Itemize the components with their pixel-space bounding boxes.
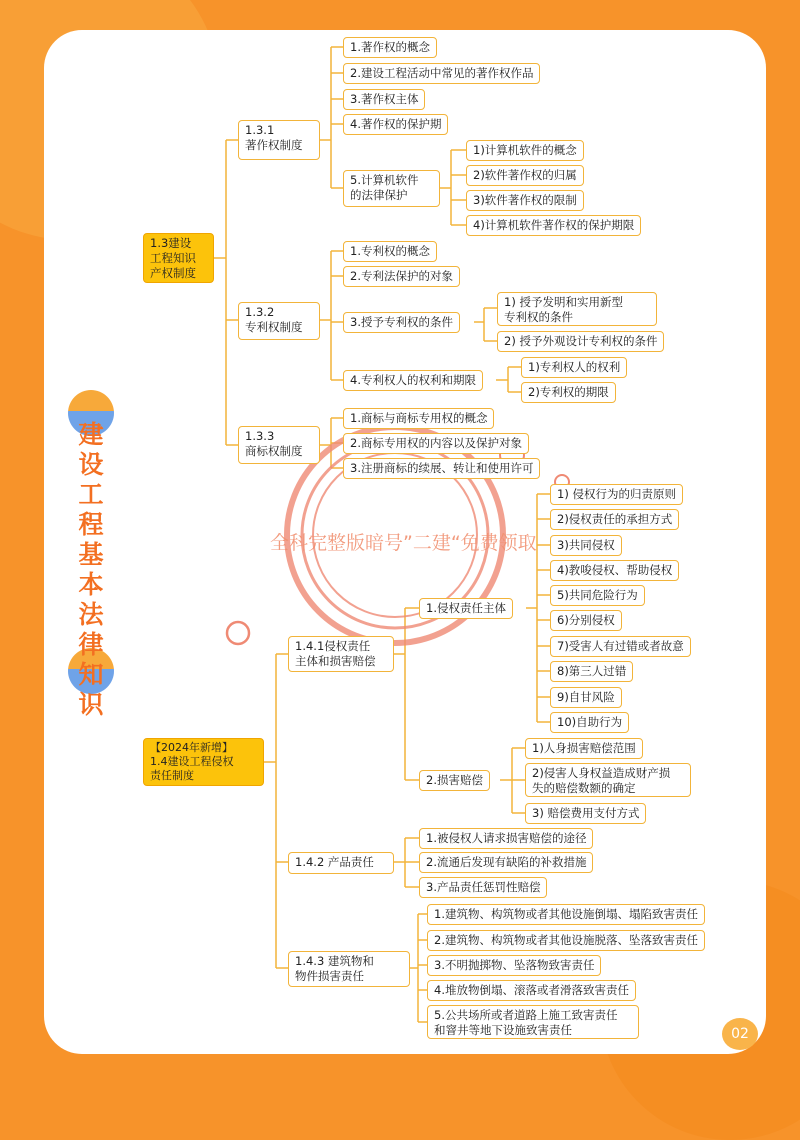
node-1-4[interactable]: 【2024年新增】 1.4建设工程侵权 责任制度 (143, 738, 264, 786)
node-1-3-1-2[interactable]: 2.建设工程活动中常见的著作权作品 (343, 63, 540, 84)
g1-item[interactable]: 5)共同危险行为 (550, 585, 645, 606)
node-1-3-1-5[interactable]: 5.计算机软件 的法律保护 (343, 170, 440, 207)
node-1-3-2-1[interactable]: 1.专利权的概念 (343, 241, 437, 262)
c143-item[interactable]: 5.公共场所或者道路上施工致害责任 和窨井等地下设施致害责任 (427, 1005, 639, 1039)
g1-item[interactable]: 9)自甘风险 (550, 687, 622, 708)
g1-item[interactable]: 7)受害人有过错或者故意 (550, 636, 691, 657)
node-1-3-2-4-b[interactable]: 2)专利权的期限 (521, 382, 616, 403)
node-1-3-3-3[interactable]: 3.注册商标的续展、转让和使用许可 (343, 458, 540, 479)
node-1-3-2[interactable]: 1.3.2 专利权制度 (238, 302, 320, 340)
node-1-3-1-3[interactable]: 3.著作权主体 (343, 89, 425, 110)
c143-item[interactable]: 2.建筑物、构筑物或者其他设施脱落、坠落致害责任 (427, 930, 705, 951)
g2-item[interactable]: 2)侵害人身权益造成财产损 失的赔偿数额的确定 (525, 763, 691, 797)
watermark-text: 全科完整版暗号”二建“免费领取 (270, 532, 537, 554)
g2-item[interactable]: 3) 赔偿费用支付方式 (525, 803, 646, 824)
g1-item[interactable]: 4)教唆侵权、帮助侵权 (550, 560, 679, 581)
g1-item[interactable]: 10)自助行为 (550, 712, 629, 733)
node-1-3-1-5-b[interactable]: 2)软件著作权的归属 (466, 165, 584, 186)
g2-item[interactable]: 1)人身损害赔偿范围 (525, 738, 643, 759)
g1-item[interactable]: 6)分别侵权 (550, 610, 622, 631)
g1-item[interactable]: 2)侵权责任的承担方式 (550, 509, 679, 530)
c143-item[interactable]: 1.建筑物、构筑物或者其他设施倒塌、塌陷致害责任 (427, 904, 705, 925)
node-1-3[interactable]: 1.3建设 工程知识 产权制度 (143, 233, 214, 283)
node-1-3-1-5-d[interactable]: 4)计算机软件著作权的保护期限 (466, 215, 641, 236)
side-title-text: 建设工程基本法律知识 (78, 420, 104, 719)
node-1-3-2-3-b[interactable]: 2) 授予外观设计专利权的条件 (497, 331, 664, 352)
page-number: 02 (722, 1018, 758, 1050)
node-1-4-3[interactable]: 1.4.3 建筑物和 物件损害责任 (288, 951, 410, 987)
node-1-3-1-4[interactable]: 4.著作权的保护期 (343, 114, 448, 135)
c142-item[interactable]: 3.产品责任惩罚性赔偿 (419, 877, 547, 898)
node-1-4-2[interactable]: 1.4.2 产品责任 (288, 852, 394, 874)
node-1-4-1-g1[interactable]: 1.侵权责任主体 (419, 598, 513, 619)
node-1-3-3[interactable]: 1.3.3 商标权制度 (238, 426, 320, 464)
g1-item[interactable]: 8)第三人过错 (550, 661, 633, 682)
node-1-3-2-2[interactable]: 2.专利法保护的对象 (343, 266, 460, 287)
g1-item[interactable]: 3)共同侵权 (550, 535, 622, 556)
node-1-3-1-1[interactable]: 1.著作权的概念 (343, 37, 437, 58)
node-1-3-3-2[interactable]: 2.商标专用权的内容以及保护对象 (343, 433, 529, 454)
node-1-3-1-5-c[interactable]: 3)软件著作权的限制 (466, 190, 584, 211)
c143-item[interactable]: 4.堆放物倒塌、滚落或者滑落致害责任 (427, 980, 636, 1001)
g1-item[interactable]: 1) 侵权行为的归责原则 (550, 484, 683, 505)
node-1-3-1[interactable]: 1.3.1 著作权制度 (238, 120, 320, 160)
node-1-3-2-4-a[interactable]: 1)专利权人的权利 (521, 357, 627, 378)
c143-item[interactable]: 3.不明抛掷物、坠落物致害责任 (427, 955, 601, 976)
c142-item[interactable]: 1.被侵权人请求损害赔偿的途径 (419, 828, 593, 849)
node-1-3-2-3[interactable]: 3.授予专利权的条件 (343, 312, 460, 333)
node-1-4-1[interactable]: 1.4.1侵权责任 主体和损害赔偿 (288, 636, 394, 672)
node-1-4-1-g2[interactable]: 2.损害赔偿 (419, 770, 490, 791)
node-1-3-2-4[interactable]: 4.专利权人的权利和期限 (343, 370, 483, 391)
side-title (68, 390, 114, 719)
node-1-3-2-3-a[interactable]: 1) 授予发明和实用新型 专利权的条件 (497, 292, 657, 326)
node-1-3-3-1[interactable]: 1.商标与商标专用权的概念 (343, 408, 494, 429)
c142-item[interactable]: 2.流通后发现有缺陷的补救措施 (419, 852, 593, 873)
node-1-3-1-5-a[interactable]: 1)计算机软件的概念 (466, 140, 584, 161)
